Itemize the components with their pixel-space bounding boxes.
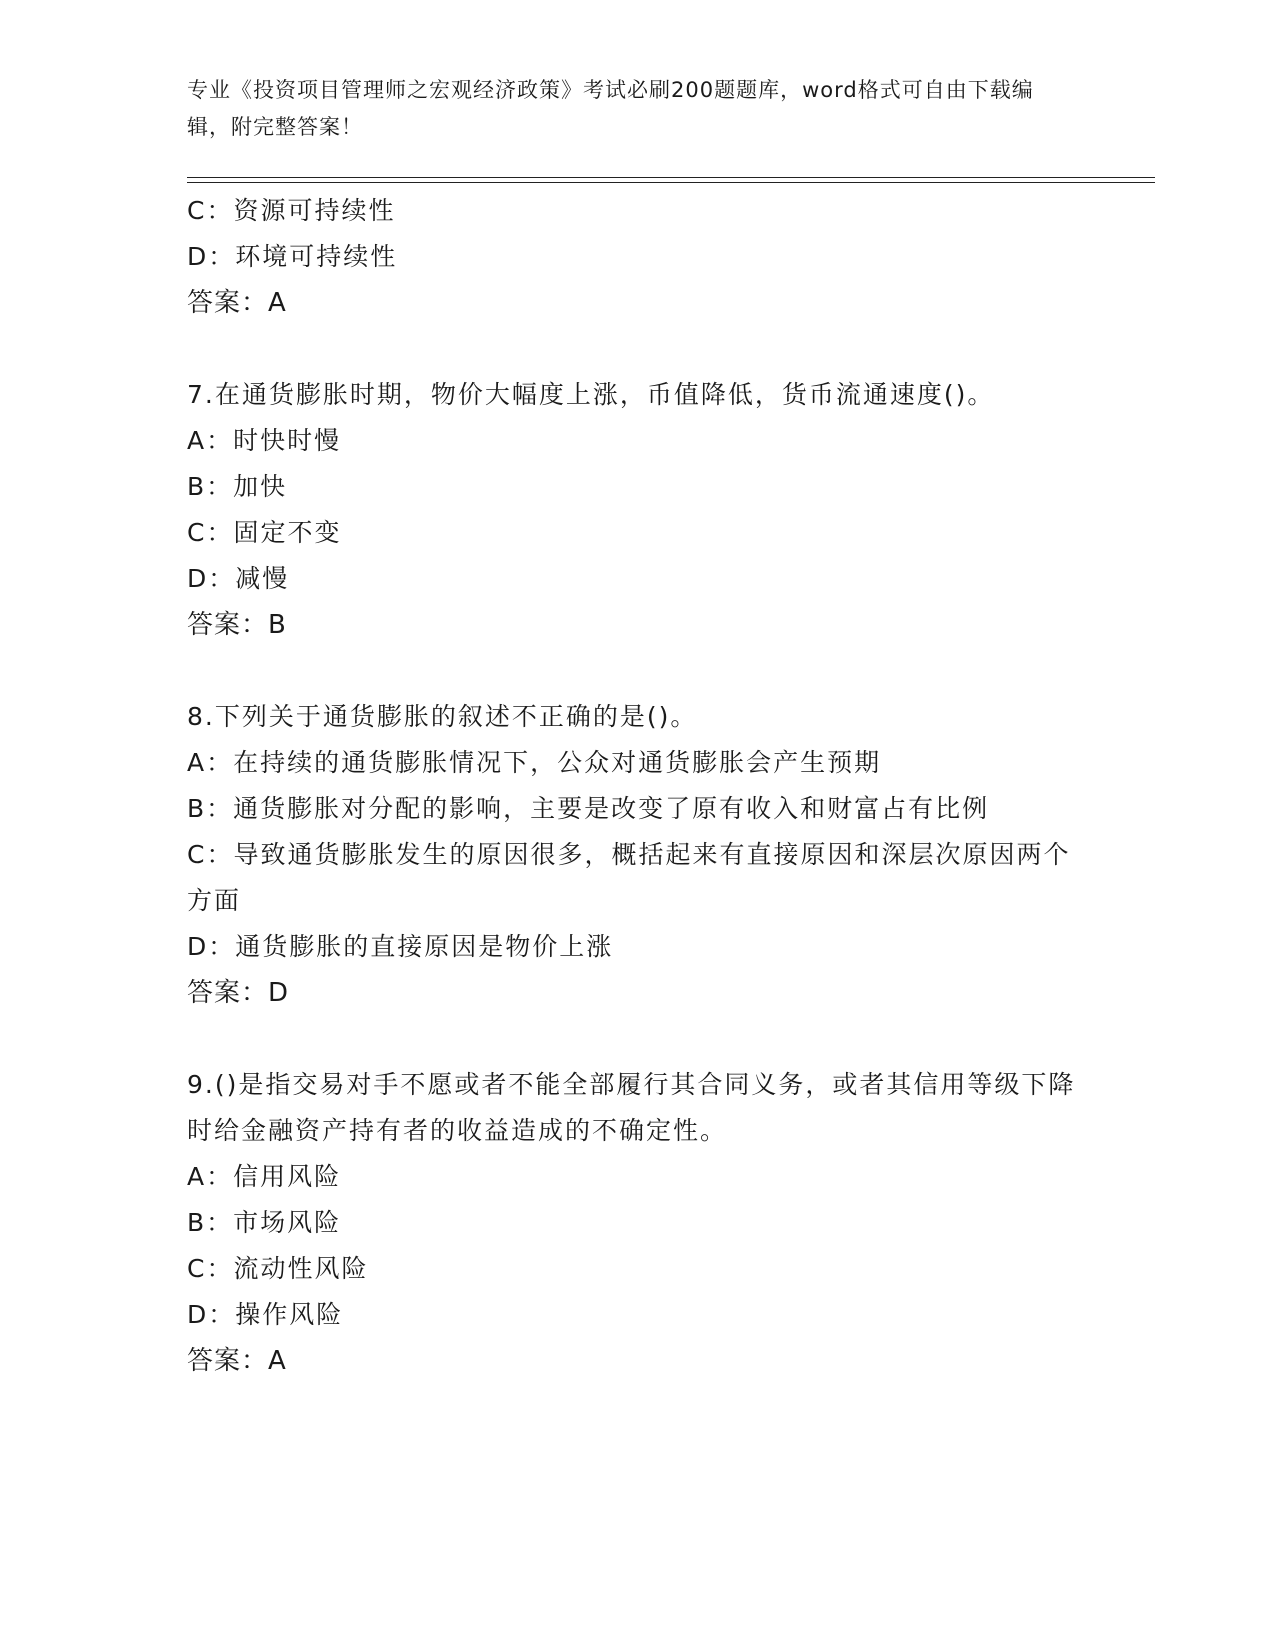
q7-option-c: C：固定不变 [187, 518, 342, 547]
q8-answer: 答案：D [187, 978, 290, 1008]
q8-question: 8.下列关于通货膨胀的叙述不正确的是()。 [187, 702, 698, 731]
spacer [187, 1016, 1087, 1062]
q9-option-a: A：信用风险 [187, 1162, 342, 1191]
question-9 [187, 1062, 1087, 1384]
q8-option-c: C：导致通货膨胀发生的原因很多，概括起来有直接原因和深层次原因两个方面 [187, 840, 1071, 915]
document-title: 专业《投资项目管理师之宏观经济政策》考试必刷200题题库，word格式可自由下载编辑，附完整答案！ [187, 78, 1034, 139]
question-6-tail [187, 188, 1087, 326]
q9-option-d: D：操作风险 [187, 1300, 344, 1329]
q7-option-a: A：时快时慢 [187, 426, 342, 455]
spacer [187, 326, 1087, 372]
q6-option-d: D：环境可持续性 [187, 242, 398, 271]
q9-answer: 答案：A [187, 1346, 287, 1376]
q6-answer: 答案：A [187, 288, 287, 318]
spacer [187, 648, 1087, 694]
q9-option-c: C：流动性风险 [187, 1254, 369, 1283]
q7-option-d: D：减慢 [187, 564, 290, 593]
q9-option-b: B：市场风险 [187, 1208, 342, 1237]
q9-question: 9.()是指交易对手不愿或者不能全部履行其合同义务，或者其信用等级下降时给金融资产持有者的收益造成的不确定性。 [187, 1070, 1076, 1145]
q8-option-a: A：在持续的通货膨胀情况下，公众对通货膨胀会产生预期 [187, 748, 882, 777]
q8-option-d: D：通货膨胀的直接原因是物价上涨 [187, 932, 614, 961]
question-7 [187, 372, 1087, 648]
q6-option-c: C：资源可持续性 [187, 196, 396, 225]
q7-option-b: B：加快 [187, 472, 288, 501]
q7-question: 7.在通货膨胀时期，物价大幅度上涨，币值降低，货币流通速度()。 [187, 380, 995, 409]
document-header [187, 72, 1067, 146]
document-body [187, 188, 1087, 1384]
q7-answer: 答案：B [187, 610, 287, 640]
q8-option-b: B：通货膨胀对分配的影响，主要是改变了原有收入和财富占有比例 [187, 794, 990, 823]
header-divider-bottom [187, 182, 1155, 183]
question-8 [187, 694, 1087, 1016]
header-divider-top [187, 177, 1155, 178]
